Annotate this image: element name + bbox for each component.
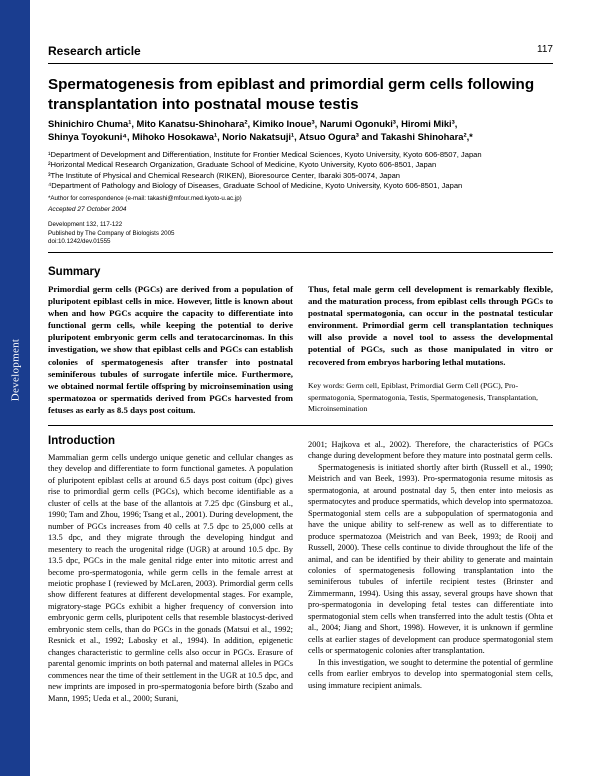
affiliation-4: ⁴Department of Pathology and Biology of Diseases, Graduate School of Medicine, Kyoto University, Kyoto 606-8501, Japan xyxy=(48,181,463,191)
sidebar-label-text: Development xyxy=(9,338,21,402)
summary-column-1: Primordial germ cells (PGCs) are derived from a population of pluripotent epiblast cells in mice. However, little is known about when and how PGCs acquire the capacity to differentiate into functional germ cells, while keeping the potential to derive pluripotent embryonic germ cells and teratocarcinomas. In this investigation, we show that epiblast cells and PGCs can establish colonies of spermatogenesis after transfer into postnatal seminiferous tubules of surrogate infertile mice. Furthermore, we obtained normal fertile offspring by microinsemination using spermatozoa or spermatids derived from PGCs harvested from fetuses as early as 8.5 days post coitum. xyxy=(48,284,293,415)
intro-paragraph-3: Spermatogenesis is initiated shortly after birth (Russell et al., 1990; Meistrich and van Beek, 1993). Pro-spermatogonia resume mitosis as spermatogonia, at around postnatal day 5, then enter into meiosis as spermatocytes and produce spermatids, which develop into spermatozoa. Spermatogonial stem cells are a subpopulation of spermatogonia and have the unique ability to self-renew as well as to differentiate to produce spermatozoa (Meistrich and van Beek, 1993; de Rooij and Russell, 2000). These cells continue to divide throughout the life of the animal, and can be identified by their ability to generate and maintain colonies of spermatogenesis following transplantation into the seminiferous tubules of infertile recipient testes (Brinster and Zimmermann, 1994). Using this assay, several groups have shown that pro-spermatogonia in developing fetal testes can differentiate into spermatogonial stem cells when transferred into the adult testis (Ohta et al., 2004; Jiang and Short, 1998). However, it is unknown if germline cells at earlier stages of development can produce spermatogonial stem cells or spermatogenic colonies after transplantation. xyxy=(308,462,553,656)
intro-paragraph-1: Mammalian germ cells undergo unique genetic and cellular changes as they develop and differentiate to form functional gametes. A population of pluripotent epiblast cells at around 6.5 days post coitum (dpc) gives rise to primordial germ cells (PGCs), which become identifiable as a cluster of cells at the base of the allantois at 7.25 dpc (Ginsburg et al., 1990; Tam and Zhou, 1996; Tsang et al., 2001). During development, the number of PGCs increases from 40 cells at 7.5 dpc to 25,000 cells at 13.5 dpc, and they migrate through the developing hindgut and mesentery to reach the urogenital ridge (UGR) at around 10.5 dpc. By 13.5 dpc, PGCs in the male genital ridge enter into mitotic arrest and become pro-spermatogonia, while germ cells in the female arrest at meiotic prophase I (reviewed by McLaren, 2003). Primordial germ cells show different features at different developmental stages. For example, migratory-stage PGCs exhibit a higher frequency of conversion into embryonic germ cells, pluripotent cells that resemble blastocyst-derived embryonic stem cells, than do PGCs in the gonads (Matsui et al., 1992; Resnick et al., 1992; Labosky et al., 1994). In addition, epigenetic changes characteristic to germline cells also occur in PGCs. Erasure of parental genomic imprints on both paternal and maternal alleles in PGCs commences near the time of their settlement in the UGR at 10.5 dpc, and new imprints are imposed in pro-spermatogonia before birth (Szabo and Mann, 1995; Ueda et al., 2000; Surani, xyxy=(48,453,293,703)
intro-rule xyxy=(48,425,553,426)
introduction-heading: Introduction xyxy=(48,435,116,447)
summary-column-2: Thus, fetal male germ cell development is remarkably flexible, and the maturation process, from epiblast cells through PGCs to postnatal spermatogonia, can occur in the postnatal testicular environment. Primordial germ cell transplantation techniques will also provide a novel tool to assess the developmental potential of PGCs, such as those manipulated in vitro or recovered from embryos harboring lethal mutations. xyxy=(308,284,553,367)
summary-rule xyxy=(48,252,553,253)
intro-column-1 xyxy=(48,452,293,704)
publisher-info: Published by The Company of Biologists 2005 xyxy=(48,229,175,237)
journal-sidebar xyxy=(0,0,30,776)
header-rule xyxy=(48,63,553,64)
running-header xyxy=(48,44,553,58)
correspondence-note: *Author for correspondence (e-mail: takashi@mfour.med.kyoto-u.ac.jp) xyxy=(48,194,242,202)
accepted-date: Accepted 27 October 2004 xyxy=(48,206,127,213)
intro-column-2 xyxy=(308,439,553,691)
affiliation-3: ³The Institute of Physical and Chemical Research (RIKEN), Bioresource Center, Ibaraki 305-0074, Japan xyxy=(48,170,401,180)
author-list xyxy=(48,118,553,143)
intro-paragraph-2: 2001; Hajkova et al., 2002). Therefore, the characteristics of PGCs change during development before they mature into postnatal germ cells. xyxy=(308,440,553,461)
affiliation-1: ¹Department of Development and Differentiation, Institute for Frontier Medical Sciences, Kyoto University, Kyoto 606-8507, Japan xyxy=(48,150,482,159)
page-number: 117 xyxy=(537,44,553,55)
author-line-1: Shinichiro Chuma¹, Mito Kanatsu-Shinohara², Kimiko Inoue³, Narumi Ogonuki³, Hiromi Miki³, xyxy=(48,118,458,129)
section-label: Research article xyxy=(48,44,141,58)
author-line-2: Shinya Toyokuni⁴, Mihoko Hosokawa¹, Norio Nakatsuji¹, Atsuo Ogura³ and Takashi Shinohara²,* xyxy=(48,130,473,142)
article-title: Spermatogenesis from epiblast and primordial germ cells following transplantation into postnatal mouse testis xyxy=(48,76,535,113)
affiliation-2: ²Horizontal Medical Research Organization, Graduate School of Medicine, Kyoto University, Kyoto 606-8501, Japan xyxy=(48,160,437,170)
publication-meta xyxy=(48,221,174,247)
keywords: Key words: Germ cell, Epiblast, Primordial Germ Cell (PGC), Pro-spermatogonia, Spermatogonia, Testis, Spermatogenesis, Transplantation, Microinsemination xyxy=(308,381,538,414)
intro-paragraph-4: In this investigation, we sought to determine the potential of germline cells from earlier embryos to develop into spermatogonial stem cells, using immature recipient animals. xyxy=(308,657,553,690)
affiliations xyxy=(48,150,553,204)
summary-heading: Summary xyxy=(48,266,101,278)
volume-info: Development 132, 117-122 xyxy=(48,221,123,228)
doi: doi:10.1242/dev.01555 xyxy=(48,238,111,245)
sidebar-label xyxy=(0,250,30,490)
